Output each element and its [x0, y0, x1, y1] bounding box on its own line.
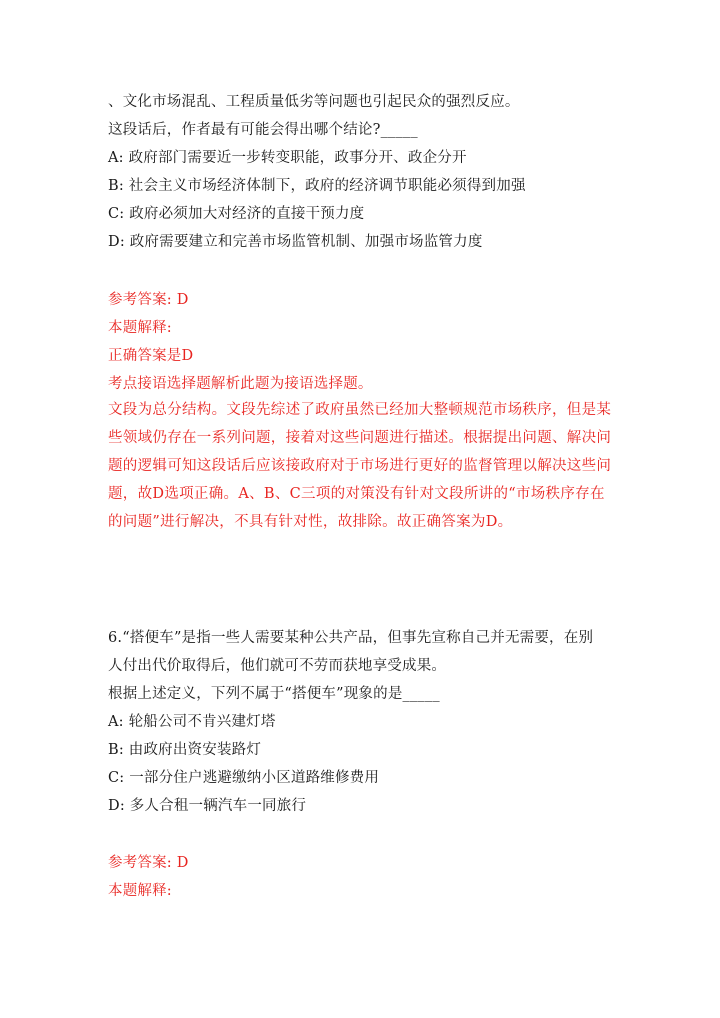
- q6-question: 根据上述定义，下列不属于“搭便车”现象的是_____: [108, 686, 440, 702]
- q6-option-b: B: 由政府出资安装路灯: [108, 742, 262, 758]
- q5-question: 这段话后，作者最有可能会得出哪个结论?_____: [108, 122, 418, 138]
- q5-explanation-label: 本题解释:: [108, 320, 172, 336]
- q5-option-b: B: 社会主义市场经济体制下，政府的经济调节职能必须得到加强: [108, 178, 526, 194]
- q5-analysis-line: 文段为总分结构。文段先综述了政府虽然已经加大整顿规范市场秩序，但是某: [108, 402, 612, 418]
- q5-option-c: C: 政府必须加大对经济的直接干预力度: [108, 206, 365, 222]
- q6-option-d: D: 多人合租一辆汽车一同旅行: [108, 798, 307, 814]
- q6-stem-line: 6.“搭便车”是指一些人需要某种公共产品，但事先宣称自己并无需要，在别: [108, 630, 594, 646]
- q5-point: 考点接语选择题解析此题为接语选择题。: [108, 376, 373, 392]
- q6-answer: 参考答案: D: [108, 855, 189, 871]
- q5-analysis-line: 题的逻辑可知这段话后应该接政府对于市场进行更好的监督管理以解决这些问: [108, 458, 612, 474]
- q6-option-c: C: 一部分住户逃避缴纳小区道路维修费用: [108, 770, 380, 786]
- q6-stem-line: 人付出代价取得后，他们就可不劳而获地享受成果。: [108, 658, 447, 674]
- q5-option-d: D: 政府需要建立和完善市场监管机制、加强市场监管力度: [108, 234, 483, 250]
- q5-analysis-line: 些领域仍存在一系列问题，接着对这些问题进行描述。根据提出问题、解决问: [108, 430, 612, 446]
- q5-correct-answer: 正确答案是D: [108, 348, 194, 364]
- q5-answer: 参考答案: D: [108, 292, 189, 308]
- q6-explanation-label: 本题解释:: [108, 883, 172, 899]
- q6-option-a: A: 轮船公司不肯兴建灯塔: [108, 714, 276, 730]
- q5-option-a: A: 政府部门需要近一步转变职能，政事分开、政企分开: [108, 150, 467, 166]
- q5-stem-tail: 、文化市场混乱、工程质量低劣等问题也引起民众的强烈反应。: [108, 94, 520, 110]
- q5-analysis-line: 题，故D选项正确。A、B、C三项的对策没有针对文段所讲的“市场秩序存在: [108, 486, 605, 502]
- q5-analysis-line: 的问题”进行解决，不具有针对性，故排除。故正确答案为D。: [108, 514, 513, 530]
- q5-analysis: [108, 396, 612, 536]
